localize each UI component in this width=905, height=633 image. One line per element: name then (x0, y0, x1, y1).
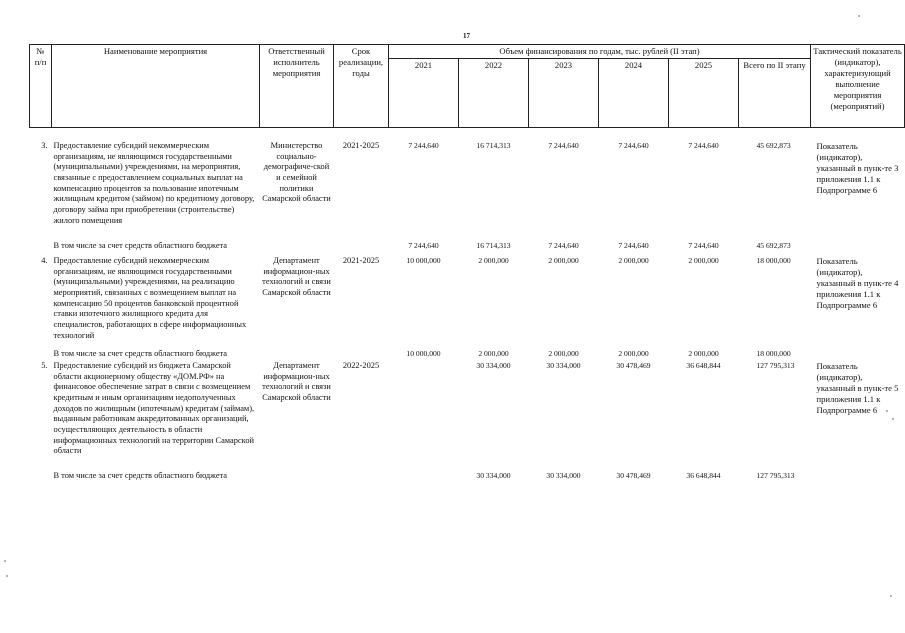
table-row (30, 140, 905, 226)
value-total: 18 000,000 (756, 255, 791, 265)
value-2021 (389, 360, 459, 457)
implementation-term: 2021-2025 (342, 140, 380, 150)
sub-value-2022: 30 334,000 (476, 471, 511, 481)
sub-value-2025: 36 648,844 (686, 471, 721, 481)
table-subrow (30, 349, 905, 360)
header-term: Срок реализации, годы (334, 45, 389, 128)
responsible-executor: Министерство социально-демографиче-ской и семейной политики Самарской области (262, 140, 331, 204)
header-year-2022: 2022 (459, 58, 529, 127)
activity-name: Предоставление субсидий из бюджета Самарской области акционерному обществу «ДОМ.РФ» на финансовое обеспечение затрат в связи с возмещением кредитным и иным организациям недополученных доходов по жилищным (ипотечным) кредитам (займам), выданным работникам аккредитованных организаций, осуществляющих деятельность в области информационных технологий на территории Самарской области (53, 361, 255, 456)
value-2021: 10 000,000 (406, 255, 441, 265)
value-2024: 7 244,640 (618, 140, 649, 150)
implementation-term: 2021-2025 (342, 255, 380, 265)
value-2022: 2 000,000 (478, 255, 509, 265)
sub-value-2023: 7 244,640 (548, 241, 579, 251)
value-2025: 36 648,844 (686, 361, 721, 370)
subrow-name: В том числе за счет средств областного бюджета (53, 471, 228, 481)
value-2025: 2 000,000 (688, 255, 719, 265)
sub-value-2023: 30 334,000 (546, 471, 581, 481)
responsible-executor: Департамент информацион-ных технологий и связи Самарской области (262, 255, 331, 297)
sub-value-2021: 10 000,000 (406, 349, 441, 359)
table-row (30, 360, 905, 457)
header-num: № п/п (30, 45, 52, 128)
row-number: 5. (41, 361, 48, 370)
header-year-2023: 2023 (529, 58, 599, 127)
indicator-text: Показатель (индикатор), указанный в пунк-те 3 приложения 1.1 к Подпрограмме 6 (816, 140, 899, 195)
header-total: Всего по II этапу (739, 58, 811, 127)
scan-speck (6, 575, 8, 577)
indicator-text: Показатель (индикатор), указанный в пунк-те 4 приложения 1.1 к Подпрограмме 6 (816, 255, 899, 310)
activity-name: Предоставление субсидий некоммерческим организациям, не являющимся государственными (муниципальными) учреждениями, на мероприятия, связанные с предоставлением социальных выплат на компенсацию процентов за пользование ипотечным жилищным кредитом (займом) по кредитному договору, договору займа при приобретении (строительстве) жилого помещения (53, 140, 255, 225)
financing-table (29, 44, 905, 482)
sub-value-2022: 16 714,313 (476, 241, 511, 251)
responsible-executor: Департамент информацион-ных технологий и связи Самарской области (262, 361, 331, 403)
sub-value-2023: 2 000,000 (548, 349, 579, 359)
sub-value-2024: 7 244,640 (618, 241, 649, 251)
scan-speck (892, 418, 894, 420)
sub-value-total: 45 692,873 (756, 241, 791, 251)
header-year-2021: 2021 (389, 58, 459, 127)
value-total: 127 795,313 (756, 361, 795, 370)
value-2023: 7 244,640 (548, 140, 579, 150)
header-year-2024: 2024 (599, 58, 669, 127)
table-subrow (30, 241, 905, 252)
value-total: 45 692,873 (756, 140, 791, 150)
sub-value-2021 (389, 471, 459, 482)
header-responsible: Ответственный исполнитель мероприятия (260, 45, 334, 128)
value-2022: 16 714,313 (476, 140, 511, 150)
scan-speck (886, 410, 888, 412)
table-row (30, 255, 905, 341)
sub-value-2025: 2 000,000 (688, 349, 719, 359)
row-number: 4. (41, 255, 48, 265)
table-subrow (30, 471, 905, 482)
sub-value-2024: 2 000,000 (618, 349, 649, 359)
row-number: 3. (41, 140, 48, 150)
activity-name: Предоставление субсидий некоммерческим организациям, не являющимся государственными (муниципальными) учреждениями, на реализацию мероприятий, связанных с возмещением выплат на компенсацию 50 процентов банковской процентной ставки ипотечного жилищного кредита для специалистов, работающих в сфере информационных технологий (53, 255, 247, 340)
header-financing-group: Объем финансирования по годам, тыс. рублей (II этап) (389, 45, 811, 59)
implementation-term: 2022-2025 (342, 361, 380, 370)
value-2025: 7 244,640 (688, 140, 719, 150)
value-2023: 30 334,000 (546, 361, 581, 370)
sub-value-2025: 7 244,640 (688, 241, 719, 251)
scan-speck (890, 595, 892, 597)
sub-value-total: 18 000,000 (756, 349, 791, 359)
value-2024: 30 478,469 (616, 361, 651, 370)
scan-speck (858, 15, 860, 17)
scan-speck (4, 560, 6, 562)
header-year-2025: 2025 (669, 58, 739, 127)
value-2021: 7 244,640 (408, 140, 439, 150)
value-2023: 2 000,000 (548, 255, 579, 265)
sub-value-total: 127 795,313 (756, 471, 795, 481)
header-indicator: Тактический показатель (индикатор), характеризующий выполнение мероприятия (мероприятий) (811, 45, 905, 128)
subrow-name: В том числе за счет средств областного бюджета (53, 241, 228, 251)
sub-value-2021: 7 244,640 (408, 241, 439, 251)
page-number: 17 (463, 32, 470, 40)
subrow-name: В том числе за счет средств областного бюджета (53, 349, 228, 359)
value-2024: 2 000,000 (618, 255, 649, 265)
header-name: Наименование мероприятия (52, 45, 260, 128)
value-2022: 30 334,000 (476, 361, 511, 370)
indicator-text: Показатель (индикатор), указанный в пунк-те 5 приложения 1.1 к Подпрограмме 6 (816, 361, 899, 415)
sub-value-2022: 2 000,000 (478, 349, 509, 359)
sub-value-2024: 30 478,469 (616, 471, 651, 481)
